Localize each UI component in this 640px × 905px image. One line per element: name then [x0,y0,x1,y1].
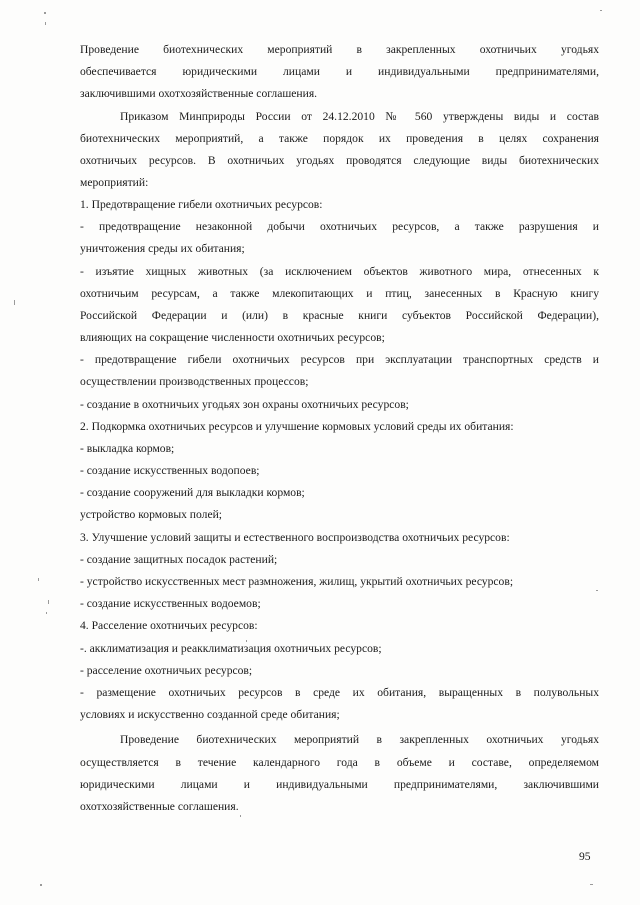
section-heading: 4. Расселение охотничьих ресурсов: [80,619,258,632]
scan-speck [14,300,15,305]
list-item: - расселение охотничьих ресурсов; [80,664,253,677]
section-heading: 1. Предотвращение гибели охотничьих ресурсов: [80,198,323,211]
paragraph-line: биотехнических мероприятий, а также порядок их проведения в целях сохранения [80,132,599,145]
scan-speck [246,640,247,642]
paragraph-line: заключившими охотхозяйственные соглашения. [80,87,318,100]
paragraph-line: охотхозяйственные соглашения. [80,800,239,813]
scan-speck [600,10,602,11]
list-item-line: Российской Федерации и (или) в красные книги субъектов Российской Федерации), [80,309,599,322]
list-item-line: - размещение охотничьих ресурсов в среде их обитания, выращенных в полувольных [80,686,599,699]
list-item: - создание искусственных водоемов; [80,597,261,610]
scan-speck [590,884,593,885]
page-number: 95 [579,850,591,863]
list-item: - создание сооружений для выкладки кормов; [80,486,305,499]
paragraph-line: Проведение биотехнических мероприятий в закрепленных охотничьих угодьях [80,43,599,56]
list-item: - создание в охотничьих угодьях зон охраны охотничьих ресурсов; [80,398,409,411]
scan-speck [596,590,598,591]
list-item-line: уничтожения среды их обитания; [80,242,245,255]
list-item: - создание искусственных водопоев; [80,464,260,477]
list-item-line: - предотвращение гибели охотничьих ресурсов при эксплуатации транспортных средств и [80,353,599,366]
paragraph-line: осуществляется в течение календарного года в объеме и составе, определяемом [80,756,599,769]
list-item-line: - изъятие хищных животных (за исключением объектов животного мира, отнесенных к [80,265,599,278]
scan-speck [240,815,241,817]
scan-speck [44,12,46,14]
scan-speck [46,612,47,614]
list-item-line: влияющих на сокращение численности охотничьих ресурсов; [80,331,385,344]
list-item: - создание защитных посадок растений; [80,553,278,566]
scan-speck [48,600,49,604]
list-item-line: условиях и искусственно созданной среде обитания; [80,708,340,721]
paragraph-line: Приказом Минприроды России от 24.12.2010 № 560 утверждены виды и состав [120,110,599,123]
section-heading: 2. Подкормка охотничьих ресурсов и улучшение кормовых условий среды их обитания: [80,420,514,433]
list-item: - выкладка кормов; [80,442,175,455]
paragraph-line: Проведение биотехнических мероприятий в закрепленных охотничьих угодьях [120,733,599,746]
paragraph-line: охотничьих ресурсов. В охотничьих угодьях проводятся следующие виды биотехнических [80,154,599,167]
scan-speck [40,884,42,886]
list-item-line: осуществлении производственных процессов; [80,375,309,388]
list-item: - устройство искусственных мест размножения, жилищ, укрытий охотничьих ресурсов; [80,575,514,588]
list-item: -. акклиматизация и реакклиматизация охотничьих ресурсов; [80,642,382,655]
list-item-line: - предотвращение незаконной добычи охотничьих ресурсов, а также разрушения и [80,220,599,233]
scan-speck [45,22,46,25]
paragraph-line: обеспечивается юридическими лицами и индивидуальными предпринимателями, [80,65,599,78]
paragraph-line: мероприятий: [80,176,149,189]
list-item-line: охотничьим ресурсам, а также млекопитающих и птиц, занесенных в Красную книгу [80,287,599,300]
paragraph-line: юридическими лицами и индивидуальными предпринимателями, заключившими [80,778,599,791]
scan-speck [38,578,39,581]
section-heading: 3. Улучшение условий защиты и естественного воспроизводства охотничьих ресурсов: [80,531,510,544]
list-item: устройство кормовых полей; [80,508,223,521]
